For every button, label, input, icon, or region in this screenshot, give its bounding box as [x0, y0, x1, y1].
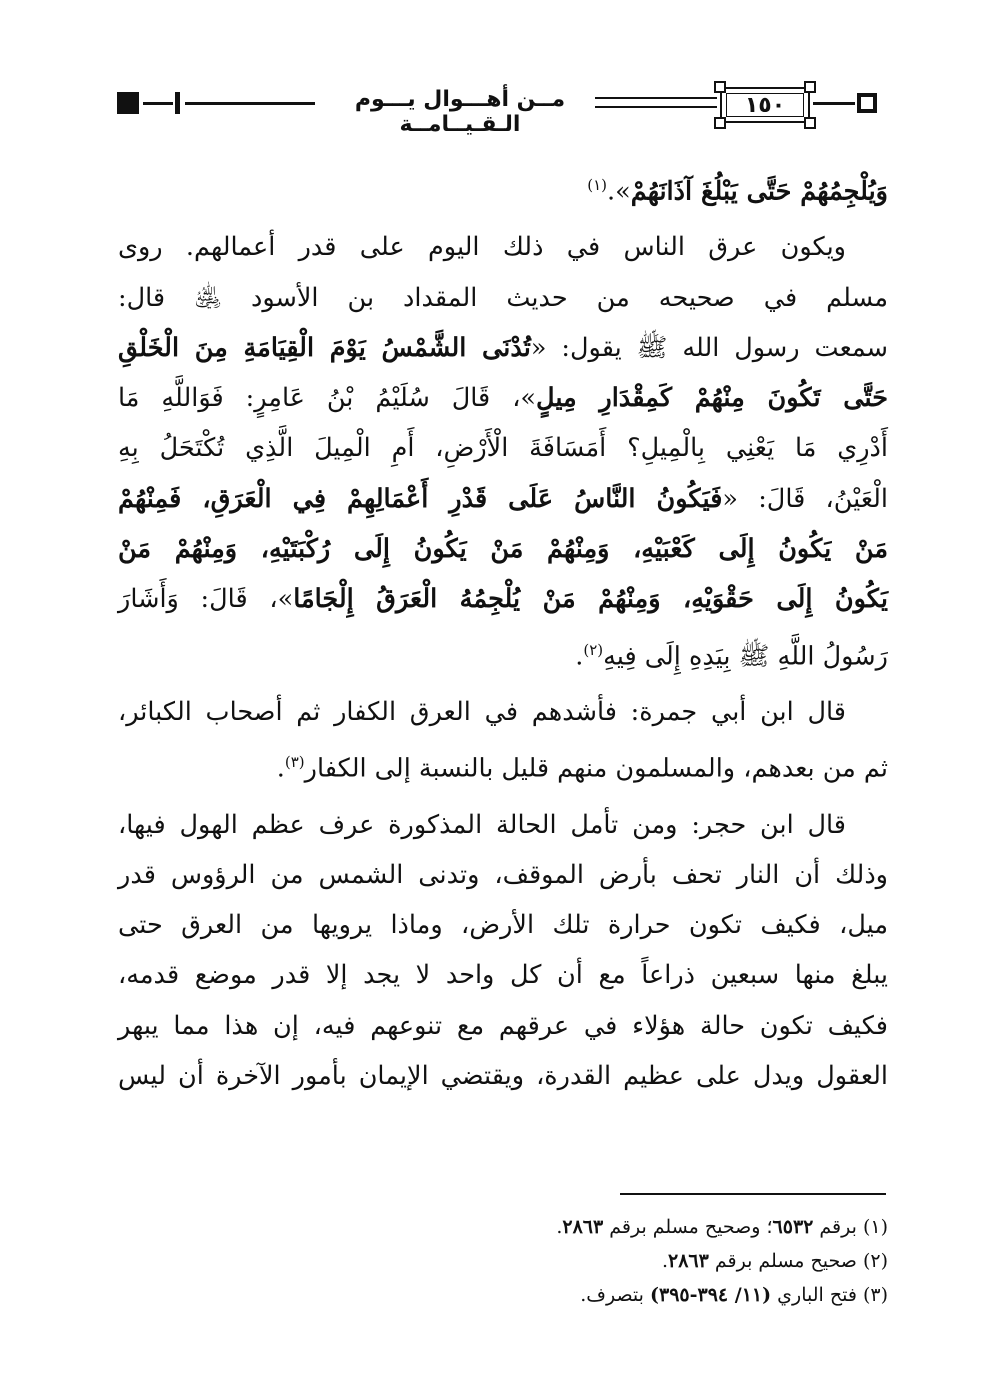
- narration-text: الْعَيْنُ، قَالَ: «: [722, 483, 888, 514]
- text-line: ميل، فكيف تكون حرارة تلك الأرض، وماذا يرويها من العرق حتى: [118, 910, 888, 941]
- header-rule-left: [143, 102, 173, 105]
- text-line: [118, 625, 888, 675]
- text-line: ويكون عرق الناس في ذلك اليوم على قدر أعمالهم. روى: [118, 232, 846, 263]
- text-line: [118, 474, 888, 524]
- page-box-corner-ornament: [804, 81, 816, 93]
- footnote-2: [118, 1244, 888, 1278]
- narration-text: سمعت رسول الله ﷺ يقول: «: [530, 332, 888, 363]
- punctuation: .: [276, 753, 285, 784]
- page-box-corner-ornament: [804, 117, 816, 129]
- footnote-text: بتصرف.: [580, 1284, 650, 1306]
- text-line: أَدْرِي مَا يَعْنِي بِالْمِيلِ؟ أَمَسَافَةَ الْأَرْضِ، أَمِ الْمِيلَ الَّذِي تُكْتَحَلُ بِهِ: [118, 433, 888, 464]
- hadith-text: فَيَكُونُ النَّاسُ عَلَى قَدْرِ أَعْمَالِهِمْ فِي الْعَرَقِ، فَمِنْهُمْ: [118, 483, 723, 514]
- page-box-corner-ornament: [714, 81, 726, 93]
- footnote-text: (٢) صحيح مسلم برقم: [708, 1250, 888, 1272]
- footnote-3: [118, 1278, 888, 1312]
- footnote-separator: [620, 1193, 886, 1195]
- narration-text: ثم من بعدهم، والمسلمون منهم قليل بالنسبة إلى الكفار: [304, 753, 888, 784]
- text-line: يبلغ منها سبعين ذراعاً مع أن كل واحد لا يجد إلا قدر موضع قدمه،: [118, 960, 888, 991]
- text-line: مَنْ يَكُونُ إِلَى كَعْبَيْهِ، وَمِنْهُمْ مَنْ يَكُونُ إِلَى رُكْبَتَيْهِ، وَمِنْهُمْ مَنْ: [118, 534, 888, 565]
- hadith-text: تُدْنَى الشَّمْسُ يَوْمَ الْقِيَامَةِ مِنَ الْخَلْقِ: [118, 332, 531, 363]
- text-line: قال ابن أبي جمرة: فأشدهم في العرق الكفار ثم أصحاب الكبائر،: [118, 696, 846, 727]
- text-line: العقول ويدل على عظيم القدرة، ويقتضي الإيمان بأمور الآخرة أن ليس: [118, 1061, 888, 1092]
- hadith-text: وَيُلْجِمُهُمْ حَتَّى يَبْلُغَ آذَانَهُمْ: [630, 176, 888, 207]
- page-number-box: [720, 87, 810, 123]
- footnote-ref: (٣): [284, 753, 305, 772]
- header-rule-right: [813, 102, 855, 105]
- footnote-text: .: [556, 1216, 563, 1238]
- text-line: مسلم في صحيحه من حديث المقداد بن الأسود ﵁ قال:: [118, 282, 888, 313]
- narration-text: رَسُولُ اللَّهِ ﷺ بِيَدِهِ إِلَى فِيهِ: [603, 641, 888, 672]
- footnote-number: (١١/ ٣٩٤-٣٩٥): [649, 1284, 772, 1306]
- text-line: [118, 323, 888, 373]
- footnote-text: .: [661, 1250, 668, 1272]
- narration-text: »، قَالَ: وَأَشَارَ: [118, 584, 294, 615]
- footnote-number: ٢٨٦٣: [562, 1216, 604, 1238]
- text-line: [118, 373, 888, 423]
- header-solid-square-ornament: [117, 92, 139, 114]
- punctuation: .: [575, 641, 584, 672]
- page-header: [115, 78, 885, 137]
- hadith-text: يَكُونُ إِلَى حَقْوَيْهِ، وَمِنْهُمْ مَنْ يُلْجِمُهُ الْعَرَقُ إِلْجَامًا: [293, 584, 888, 615]
- footnote-text: (٣) فتح الباري: [771, 1284, 888, 1306]
- header-outline-square-ornament: [857, 93, 877, 113]
- text-line: فكيف تكون حالة هؤلاء في عرقهم مع تنوعهم فيه، إن هذا مما يبهر: [118, 1010, 888, 1041]
- header-bar-ornament: [175, 92, 180, 114]
- page-number: ١٥٠: [744, 92, 786, 118]
- footnotes: [118, 1210, 888, 1312]
- footnote-text: (١) برقم: [813, 1216, 888, 1238]
- text-line: [118, 160, 888, 210]
- text-line: قال ابن حجر: ومن تأمل الحالة المذكورة عرف عظم الهول فيها،: [118, 809, 846, 840]
- text-line: [118, 737, 888, 787]
- running-title: مــن أهـــوال يـــوم الـقـيــامــة: [325, 87, 595, 137]
- narration-text: »، قَالَ سُلَيْمُ بْنُ عَامِرٍ: فَوَاللَّهِ مَا: [118, 383, 537, 414]
- footnote-number: ٢٨٦٣: [668, 1250, 709, 1272]
- footnote-ref: (٢): [583, 640, 604, 659]
- page-body: [118, 160, 888, 1101]
- text-line: [118, 574, 888, 624]
- footnote-1: [118, 1210, 888, 1244]
- page-box-corner-ornament: [714, 117, 726, 129]
- footnote-ref: (١): [587, 176, 607, 194]
- footnote-text: ؛ وصحيح مسلم برقم: [603, 1216, 773, 1238]
- header-rule-middle: [185, 102, 315, 105]
- punctuation: ».: [607, 176, 631, 207]
- hadith-text: حَتَّى تَكُونَ مِنْهُمْ كَمِقْدَارِ مِيلٍ: [536, 383, 888, 414]
- footnote-number: ٦٥٣٢: [772, 1216, 814, 1238]
- text-line: وذلك أن النار تحف بأرض الموقف، وتدنى الشمس من الرؤوس قدر: [118, 859, 888, 890]
